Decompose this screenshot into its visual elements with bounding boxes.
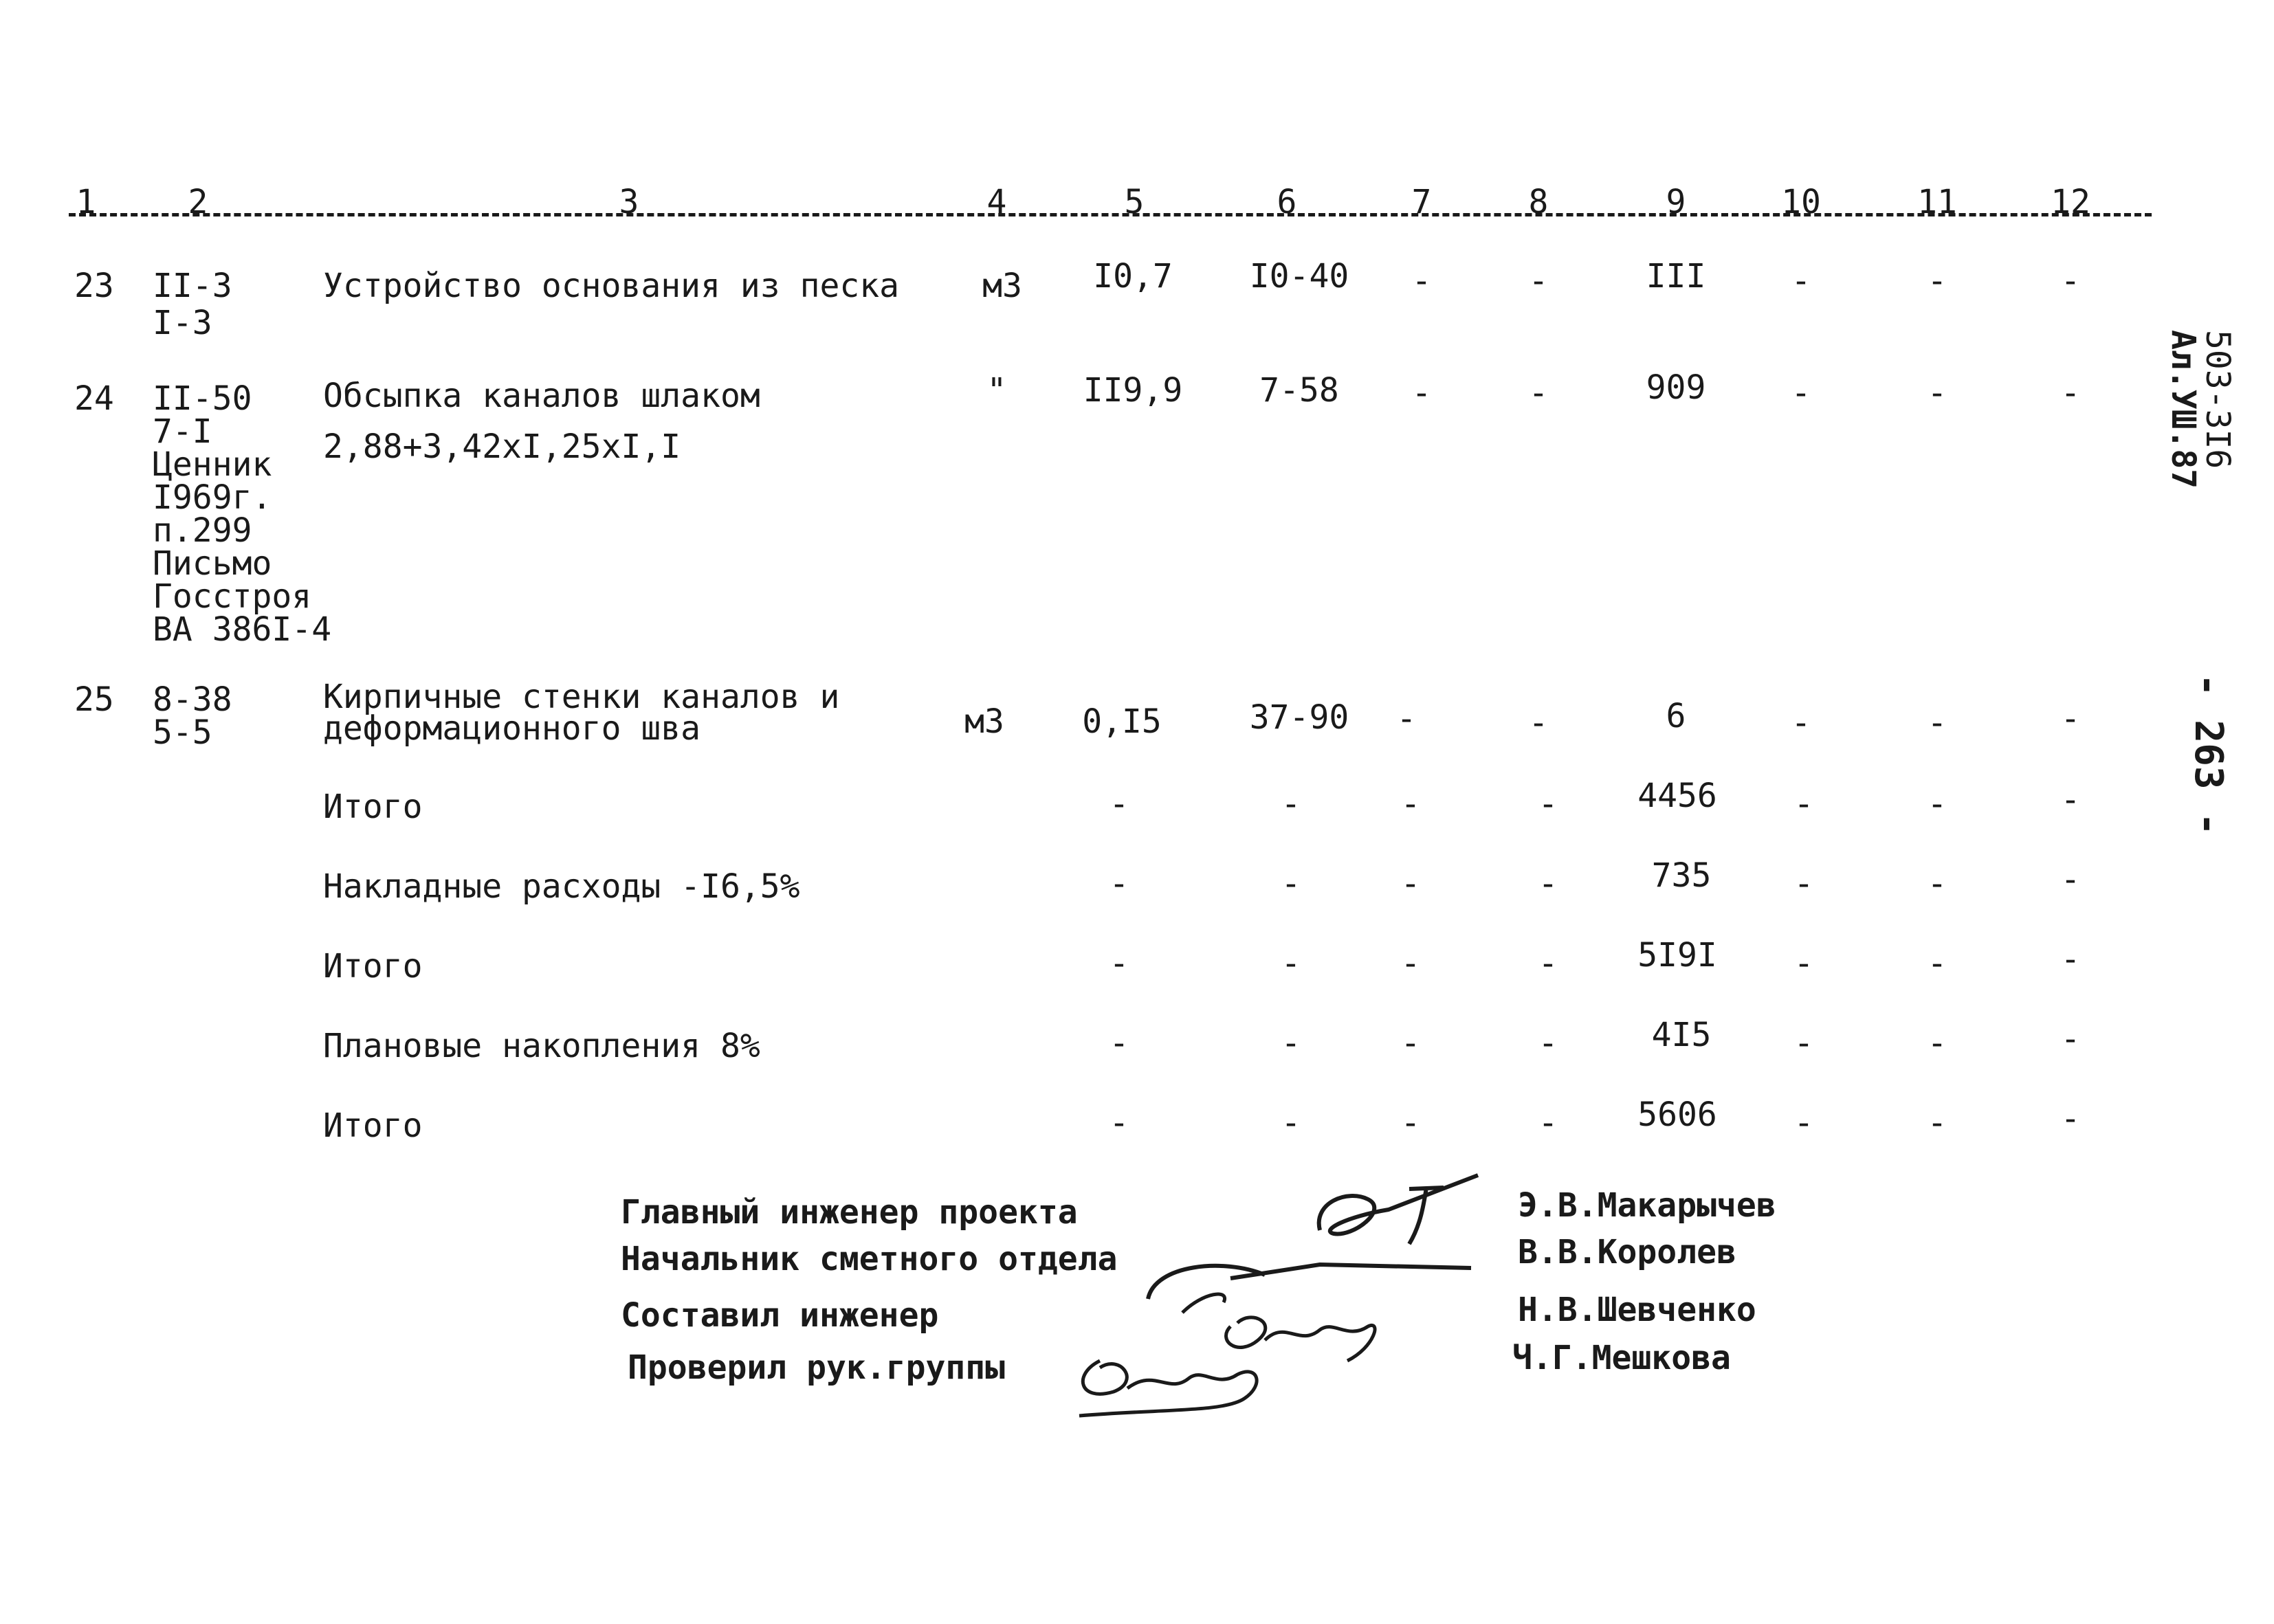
col8-value: - [1538, 1104, 1558, 1142]
norm-code: II-3 [153, 267, 232, 305]
col10-value: - [1793, 1024, 1814, 1063]
work-description: Обсыпка каналов шлаком [323, 377, 760, 415]
total-label: Итого [323, 947, 423, 986]
col7-value: - [1396, 700, 1417, 738]
work-description: Кирпичные стенки каналов и [323, 678, 840, 716]
col-header-7: 7 [1411, 183, 1432, 221]
total-label: Итого [323, 788, 423, 826]
col7-value: - [1411, 374, 1432, 412]
norm-code: ВА 386I-4 [153, 610, 332, 649]
signature-group-leader [1059, 1333, 1306, 1423]
col11-value: - [1927, 704, 1947, 742]
col12-value: - [2060, 1100, 2081, 1138]
col7-value: - [1400, 865, 1421, 903]
norm-code: 8-38 [153, 680, 232, 719]
col12-value: - [2060, 860, 2081, 899]
col11-value: - [1927, 374, 1947, 412]
col7-value: - [1400, 1104, 1421, 1142]
unit: " [986, 371, 1007, 410]
col11-value: - [1927, 262, 1947, 300]
col-header-2: 2 [188, 183, 208, 221]
norm-code: 5-5 [153, 713, 212, 752]
col8-value: - [1538, 865, 1558, 903]
signer-name: В.В.Королев [1518, 1233, 1736, 1271]
col6-value: - [1281, 865, 1301, 903]
signer-name: Ч.Г.Мешкова [1512, 1339, 1731, 1377]
row-number: 23 [74, 267, 114, 305]
norm-code: 7-I [153, 412, 212, 451]
col11-value: - [1927, 944, 1947, 983]
col7-value: - [1400, 1024, 1421, 1063]
unit: м3 [964, 702, 1004, 741]
col12-value: - [2060, 700, 2081, 738]
col10-value: - [1791, 374, 1811, 412]
col7-value: - [1400, 785, 1421, 823]
total-cost: 4I5 [1651, 1016, 1712, 1054]
col11-value: - [1927, 1104, 1947, 1142]
work-description: Устройство основания из песка [323, 267, 900, 305]
col5-value: - [1109, 1024, 1129, 1063]
signer-role: Начальник сметного отдела [621, 1240, 1118, 1278]
col-header-1: 1 [76, 183, 96, 221]
unit-price: I0-40 [1249, 257, 1349, 296]
col10-value: - [1791, 704, 1811, 742]
col8-value: - [1528, 704, 1549, 742]
col11-value: - [1927, 1024, 1947, 1063]
quantity: 0,I5 [1082, 702, 1162, 741]
unit: м3 [982, 267, 1022, 305]
col5-value: - [1109, 1104, 1129, 1142]
col7-value: - [1411, 262, 1432, 300]
col-header-5: 5 [1124, 183, 1145, 221]
col5-value: - [1109, 944, 1129, 983]
col10-value: - [1793, 785, 1814, 823]
norm-code: I969г. [153, 478, 272, 517]
work-description: 2,88+3,42хI,25хI,I [323, 427, 681, 466]
norm-code: Ценник [153, 445, 272, 484]
col-header-3: 3 [619, 183, 639, 221]
col6-value: - [1281, 944, 1301, 983]
col5-value: - [1109, 865, 1129, 903]
total-cost: 735 [1651, 856, 1712, 895]
quantity: II9,9 [1083, 371, 1183, 410]
col-header-12: 12 [2051, 183, 2090, 221]
col10-value: - [1791, 262, 1811, 300]
unit-price: 7-58 [1259, 371, 1339, 410]
signer-role: Проверил рук.группы [628, 1348, 1006, 1387]
total-cost: 5606 [1637, 1095, 1717, 1134]
total-cost: 5I9I [1637, 936, 1717, 975]
signer-name: Э.В.Макарычев [1518, 1186, 1776, 1225]
col6-value: - [1281, 1104, 1301, 1142]
col11-value: - [1927, 785, 1947, 823]
col10-value: - [1793, 865, 1814, 903]
col12-value: - [2060, 262, 2081, 300]
row-number: 24 [74, 379, 114, 418]
col-header-6: 6 [1277, 183, 1297, 221]
signer-role: Главный инженер проекта [621, 1193, 1078, 1232]
col12-value: - [2060, 940, 2081, 979]
col-header-10: 10 [1781, 183, 1821, 221]
page-number: - 263 - [2186, 674, 2231, 836]
col-header-8: 8 [1528, 183, 1549, 221]
col6-value: - [1281, 785, 1301, 823]
col8-value: - [1538, 785, 1558, 823]
col8-value: - [1538, 944, 1558, 983]
unit-price: 37-90 [1249, 698, 1349, 737]
col5-value: - [1109, 785, 1129, 823]
col11-value: - [1927, 865, 1947, 903]
quantity: I0,7 [1093, 257, 1173, 296]
signer-role: Составил инженер [621, 1296, 939, 1335]
col7-value: - [1400, 944, 1421, 983]
col-header-4: 4 [986, 183, 1007, 221]
col6-value: - [1281, 1024, 1301, 1063]
norm-code: п.299 [153, 511, 252, 550]
total-label: Итого [323, 1106, 423, 1145]
document-code: 503-3I6 [2198, 330, 2237, 469]
col8-value: - [1528, 374, 1549, 412]
norm-code: Письмо [153, 544, 272, 583]
col8-value: - [1528, 262, 1549, 300]
total-cost: 6 [1666, 697, 1686, 735]
col10-value: - [1793, 944, 1814, 983]
work-description: деформационного шва [323, 709, 701, 748]
norm-code: I-3 [153, 304, 212, 342]
signer-name: Н.В.Шевченко [1518, 1291, 1756, 1329]
row-number: 25 [74, 680, 114, 719]
album-number: Ал.УШ.87 [2164, 330, 2203, 489]
col12-value: - [2060, 781, 2081, 819]
col12-value: - [2060, 374, 2081, 412]
total-cost: 909 [1646, 368, 1706, 407]
total-cost: 4456 [1637, 777, 1717, 815]
header-dashed-rule [69, 213, 2152, 216]
col-header-9: 9 [1666, 183, 1686, 221]
col10-value: - [1793, 1104, 1814, 1142]
total-label: Накладные расходы -I6,5% [323, 867, 800, 906]
norm-code: II-50 [153, 379, 252, 418]
col-header-11: 11 [1917, 183, 1957, 221]
total-cost: III [1646, 257, 1706, 296]
total-label: Плановые накопления 8% [323, 1027, 760, 1065]
col8-value: - [1538, 1024, 1558, 1063]
norm-code: Госстроя [153, 577, 312, 616]
col12-value: - [2060, 1020, 2081, 1058]
